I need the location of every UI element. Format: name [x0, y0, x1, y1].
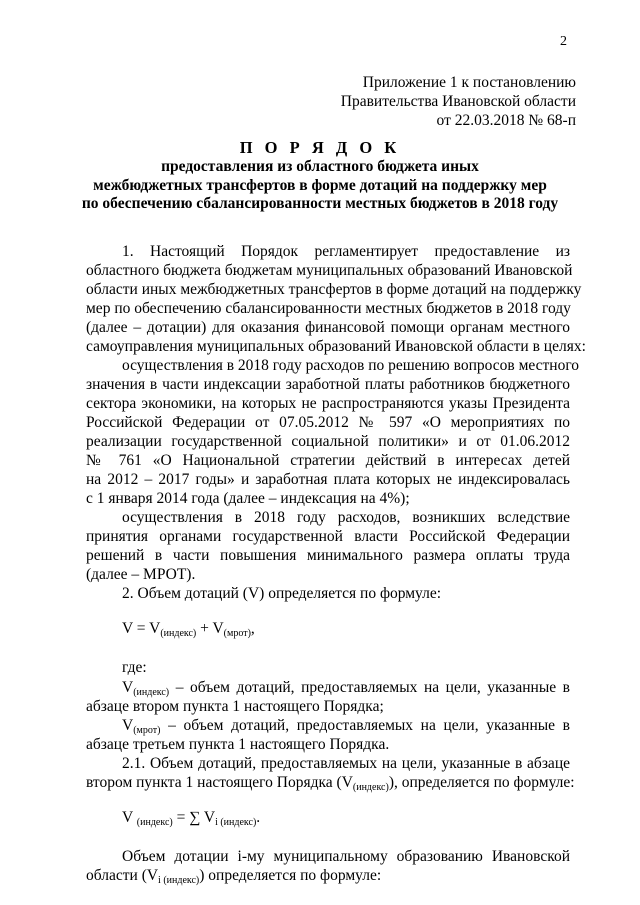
- text-line: области иных межбюджетных трансфертов в форме дотаций на поддержку: [86, 281, 582, 298]
- text-line: $V_{(мрот)}$ – объем дотаций, предоставляемых на цели, указанные в: [122, 717, 570, 736]
- text-line: осуществления в 2018 году расходов по решению вопросов местного: [122, 357, 580, 374]
- text-line: (далее – дотации) для оказания финансовой помощи органам местного: [86, 319, 570, 336]
- text-line: втором пункта 1 настоящего Порядка $(V_{(индекс)})$, определяется по формуле:: [86, 774, 575, 793]
- document-subtitle-line: межбюджетных трансфертов в форме дотаций на поддержку мер: [93, 177, 547, 194]
- where-label: где:: [122, 659, 147, 676]
- text-line: $V_{(индекс)}$ – объем дотаций, предоставляемых на цели, указанные в: [122, 679, 570, 698]
- text-line: значения в части индексации заработной платы работников бюджетного: [86, 376, 570, 393]
- text-line: сектора экономики, на которых не распространяются указы Президента: [86, 395, 570, 412]
- text-line: Объем дотации i-му муниципальному образованию Ивановской: [122, 848, 570, 865]
- formula-volume: $V = V_{(индекс)} + V_{(мрот)}$,: [122, 620, 255, 639]
- text-line: 2.1. Объем дотаций, предоставляемых на цели, указанные в абзаце: [122, 755, 570, 772]
- formula-index: V $_{(индекс)}$ = ∑ $V_{i (индекс)}$.: [122, 809, 261, 828]
- paragraph-4: 2. Объем дотаций (V) определяется по формуле:: [122, 585, 442, 602]
- text-line: Российской Федерации от 07.05.2012 № 597 «О мероприятиях по: [86, 414, 570, 431]
- text-line: 1. Настоящий Порядок регламентирует предоставление из: [122, 243, 570, 260]
- appendix-line: от 22.03.2018 № 68-п: [436, 112, 576, 129]
- text-line: абзаце втором пункта 1 настоящего Порядка;: [86, 698, 384, 715]
- document-subtitle-line: предоставления из областного бюджета иных: [161, 158, 479, 175]
- appendix-line: Правительства Ивановской области: [340, 93, 576, 110]
- text-line: (далее – МРОТ).: [86, 566, 196, 583]
- page-number: 2: [560, 34, 567, 49]
- text-line: реализации государственной социальной политики» и от 01.06.2012: [86, 433, 570, 450]
- text-line: на 2012 – 2017 годы» и заработная плата которых не индексировалась: [86, 471, 570, 488]
- text-line: осуществления в 2018 году расходов, возникших вследствие: [122, 509, 570, 526]
- text-line: абзаце третьем пункта 1 настоящего Порядка.: [86, 736, 390, 753]
- text-line: с 1 января 2014 года (далее – индексация на 4%);: [86, 490, 410, 507]
- text-line: решений в части повышения минимального размера оплаты труда: [86, 547, 570, 564]
- text-line: области $(V_{i (индекс)})$ определяется по формуле:: [86, 867, 382, 886]
- text-line: № 761 «О Национальной стратегии действий в интересах детей: [86, 452, 570, 469]
- document-subtitle-line: по обеспечению сбалансированности местных бюджетов в 2018 году: [81, 195, 559, 212]
- text-line: самоуправления муниципальных образований Ивановской области в целях:: [86, 338, 586, 355]
- text-line: принятия органами государственной власти Российской Федерации: [86, 528, 570, 545]
- text-line: мер по обеспечению сбалансированности местных бюджетов в 2018 году: [86, 300, 571, 317]
- document-title: П О Р Я Д О К: [239, 138, 401, 157]
- text-line: областного бюджета бюджетам муниципальных образований Ивановской: [86, 262, 573, 279]
- appendix-line: Приложение 1 к постановлению: [362, 74, 576, 91]
